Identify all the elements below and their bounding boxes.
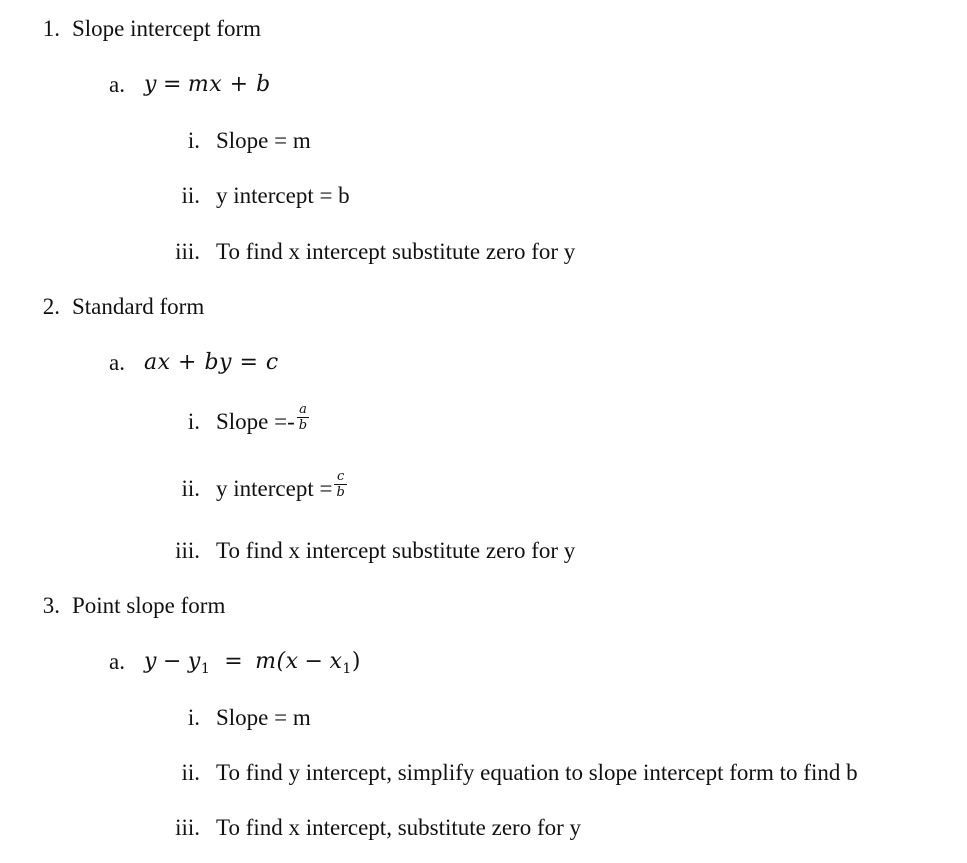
list-letter: a. <box>109 649 125 674</box>
item-label: y intercept = <box>216 476 333 501</box>
item-text: To find x intercept substitute zero for y <box>216 239 576 264</box>
section-title: Slope intercept form <box>72 16 262 41</box>
list-item <box>0 239 967 273</box>
list-roman: i. <box>187 705 200 730</box>
minus-sign: − <box>304 649 324 674</box>
equals-sign: = <box>162 72 182 97</box>
fraction-numerator: a <box>299 402 307 418</box>
equation-m: m(x <box>255 649 299 674</box>
minus-sign: − <box>162 649 182 674</box>
list-roman: i. <box>187 409 200 434</box>
equation-lhs: y <box>144 72 157 97</box>
subscript: 1 <box>342 661 352 677</box>
slope-intercept-equation <box>144 72 271 97</box>
fraction-denominator: b <box>336 485 345 501</box>
list-roman: iii. <box>175 815 200 840</box>
item-text: To find x intercept substitute zero for y <box>216 538 576 563</box>
section-2-formula <box>0 350 967 384</box>
section-title: Point slope form <box>72 593 226 618</box>
section-1-heading <box>0 16 967 50</box>
list-item <box>0 538 967 572</box>
item-text <box>216 469 347 505</box>
fraction-numerator: c <box>336 469 345 485</box>
fraction-denominator: b <box>298 418 308 434</box>
section-1-formula <box>0 72 967 106</box>
item-text <box>216 402 309 438</box>
point-slope-equation <box>144 649 361 677</box>
standard-form-equation: ax + by = c <box>144 350 279 375</box>
equals-sign: = <box>224 649 244 674</box>
list-item <box>0 469 967 510</box>
item-text: y intercept = b <box>216 183 350 208</box>
item-text: To find y intercept, simplify equation to slope intercept form to find b <box>216 760 858 785</box>
equation-rhs: mx + b <box>187 72 271 97</box>
list-number: 3. <box>42 593 60 618</box>
list-item <box>0 760 967 794</box>
list-letter: a. <box>109 350 125 375</box>
section-3-heading <box>0 593 967 627</box>
list-roman: ii. <box>181 760 200 785</box>
item-text: Slope = m <box>216 705 311 730</box>
list-roman: i. <box>187 128 200 153</box>
list-number: 1. <box>42 16 60 41</box>
equation-y: y <box>144 649 157 674</box>
list-item <box>0 183 967 217</box>
subscript: 1 <box>200 661 211 677</box>
list-item <box>0 402 967 443</box>
list-roman: ii. <box>181 476 200 501</box>
section-title: Standard form <box>72 294 205 319</box>
item-text: To find x intercept, substitute zero for y <box>216 815 582 840</box>
item-text: Slope = m <box>216 128 311 153</box>
fraction-c-over-b <box>334 470 346 499</box>
list-letter: a. <box>109 72 125 97</box>
item-label: Slope =- <box>216 409 295 434</box>
list-item <box>0 128 967 162</box>
list-roman: iii. <box>175 538 200 563</box>
list-roman: iii. <box>175 239 200 264</box>
close-paren: ) <box>351 649 361 674</box>
list-item <box>0 815 967 849</box>
list-number: 2. <box>42 294 60 319</box>
list-item <box>0 705 967 739</box>
equation-x1: x <box>329 649 343 674</box>
equation-y1: y <box>187 649 201 674</box>
list-roman: ii. <box>181 183 200 208</box>
section-3-formula <box>0 649 967 683</box>
section-2-heading <box>0 294 967 328</box>
fraction-a-over-b <box>297 403 309 432</box>
